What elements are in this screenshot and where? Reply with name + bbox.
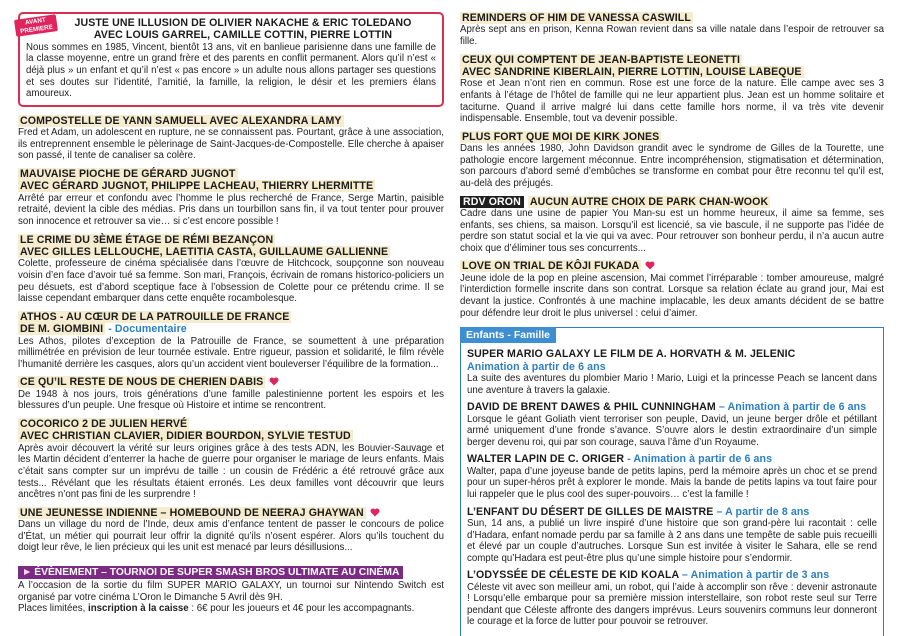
film-age: – Animation à partir de 3 ans (681, 569, 830, 582)
event-pricing-suffix: : 6€ pour les joueurs et 4€ pour les accompagnants. (188, 603, 415, 615)
film-age: – A partir de 8 ans (716, 505, 810, 518)
film-crime-3eme-etage (18, 234, 444, 305)
film-athos (18, 311, 444, 371)
film-compostelle (18, 115, 444, 162)
film-desc: Après sept ans en prison, Kenna Rowan revient dans sa ville natale dans l’espoir de retrouver sa fille. (460, 24, 884, 47)
event-pricing (18, 603, 444, 615)
film-cast: AVEC CHRISTIAN CLAVIER, DIDIER BOURDON, SYLVIE TESTUD (20, 430, 351, 443)
film-desc: Colette, professeure de cinéma spécialisée dans l’œuvre de Hitchcock, soupçonne son nouveau voisin d’en face d’avoir tué sa femme. Son mari, François, écrivain de romans historico-policiers un peu désuets, est d’abord sceptique face à l’obsession de Colette pour ce prétendu crime. Il se laisse cependant embarquer dans cette enquête rocambolesque. (18, 258, 444, 305)
film-ce-qu-il-reste (18, 376, 444, 412)
film-title: CE QU’IL RESTE DE NOUS DE CHERIEN DABIS (20, 376, 264, 389)
event-pricing-prefix: Places limitées, (18, 603, 88, 615)
film-cast: AVEC GÉRARD JUGNOT, PHILIPPE LACHEAU, THIERRY LHERMITTE (20, 180, 374, 193)
family-film-super-mario-galaxy (467, 348, 877, 396)
right-column (460, 12, 884, 636)
film-title: DAVID DE BRENT DAWES & PHIL CUNNINGHAM (467, 401, 716, 414)
heart-icon (645, 261, 655, 270)
film-age: Animation à partir de 6 ans (467, 360, 606, 373)
event-desc: A l’occasion de la sortie du film SUPER MARIO GALAXY, un tournoi sur Nintendo Switch est organisé par votre cinéma L’Oron le Dimanche 5 Avril dès 9H. (18, 579, 444, 603)
film-title: PLUS FORT QUE MOI DE KIRK JONES (462, 130, 660, 143)
event-title (18, 566, 403, 579)
left-column (18, 12, 444, 615)
film-desc: Arrêté par erreur et confondu avec l’homme le plus recherché de France, Serge Martin, paisible retraité, devient la cible des médias. Pris dans un tourbillon sans fin, il va tout tenter pour prouver son innocence et retrouver sa vie… si c’est encore possible ! (18, 192, 444, 227)
film-cast: AVEC SANDRINE KIBERLAIN, PIERRE LOTTIN, LOUISE LABEQUE (462, 66, 802, 78)
family-film-enfant-du-desert (467, 506, 877, 565)
film-love-on-trial (460, 260, 884, 319)
film-title: UNE JEUNESSE INDIENNE – HOMEBOUND DE NEERAJ GHAYWAN (20, 506, 364, 519)
film-desc: Dans un village du nord de l’Inde, deux amis d’enfance tentent de passer le concours de police d’État, un métier qui pourrait leur offrir la dignité qu’ils n’osent espérer. Alors qu’ils touchent du doigt leur rêve, le lien précieux qui les unit est menacé par leurs désillusions... (18, 519, 444, 554)
film-title: COMPOSTELLE DE YANN SAMUELL AVEC ALEXANDRA LAMY (20, 114, 342, 127)
film-title: LOVE ON TRIAL DE KÔJI FUKADA (462, 260, 640, 273)
film-title: L’ODYSSÉE DE CÉLESTE DE KID KOALA (467, 569, 679, 582)
film-title: COCORICO 2 DE JULIEN HERVÉ (20, 417, 188, 430)
film-desc: La suite des aventures du plombier Mario ! Mario, Luigi et la princesse Peach se lancent dans une aventure à travers la galaxie. (467, 372, 877, 396)
film-desc: Les Athos, pilotes d’exception de la Patrouille de France, se soumettent à une préparation millimétrée en prévision de leur tournée estivale. Entre rigueur, passion et solidarité, le film révèle l’humanité derrière les casques, alors qu’un accident vient bouleverser l’équilibre de la formation... (18, 335, 444, 370)
arrow-right-icon: ► (22, 566, 33, 578)
film-title: LE CRIME DU 3ÈME ÉTAGE DE RÉMI BEZANÇON (20, 233, 274, 246)
film-cast: AVEC GILLES LELLOUCHE, LAETITIA CASTA, GUILLAUME GALLIENNE (20, 245, 389, 258)
film-desc: Dans les années 1980, John Davidson grandit avec le syndrome de Gilles de la Tourette, une pathologie encore largement méconnue. Entre incompréhension, stigmatisation et détermination, son parcours d’abord semé d’embûches se transforme en combat pour être reconnu tel qu’il est, au-delà des préjugés. (460, 143, 884, 189)
film-age: – Animation à partir de 6 ans (718, 401, 867, 414)
film-desc: Après avoir découvert la vérité sur leurs origines grâce à des tests ADN, les Bouvier-Sauvage et les Martin décident d’enterrer la hache de guerre pour organiser le mariage de leurs enfants. Mais c’était sans compter sur un imprévu de taille : un cousin de Frédéric a été retrouvé grâce aux tests... Révélant que les résultats étaient erronés. Les deux familles vont découvrir que leurs ancêtres n’ont pas fini de les surprendre ! (18, 442, 444, 501)
event-tournament (18, 562, 444, 615)
family-film-walter-lapin (467, 453, 877, 500)
family-section-label: Enfants - Famille (460, 327, 556, 343)
avant-premiere-tag: AVANT PREMIERE (14, 14, 58, 37)
featured-film (18, 12, 444, 107)
heart-icon (269, 377, 279, 386)
film-title: AUCUN AUTRE CHOIX DE PARK CHAN-WOOK (529, 195, 769, 208)
film-title: ATHOS - AU CŒUR DE LA PATROUILLE DE FRANCE (20, 310, 290, 323)
film-title: SUPER MARIO GALAXY LE FILM DE A. HORVATH & M. JELENIC (467, 348, 796, 361)
film-plus-fort-que-moi (460, 131, 884, 190)
featured-desc: Nous sommes en 1985, Vincent, bientôt 13 ans, vit en banlieue parisienne dans une famille de la classe moyenne, entre un grand frère et des parents en conflit permanent. Alors qu’il n’est « déjà plus » un enfant et qu’il n’est « pas encore » un adulte nous allons partager ses questions et ses doutes sur l’identité, l’amitié, la famille, la religion, le désir et les premiers élans amoureux. (26, 41, 436, 100)
film-desc: Jeune idole de la pop en pleine ascension, Mai commet l’irréparable : tomber amoureuse, malgré l’interdiction formelle inscrite dans son contrat. Lorsque sa relation éclate au grand jour, Mai est devant la justice. Confrontés à une machine implacable, les deux amants décident de se battre pour défendre leur droit le plus universel : celui d’aimer. (460, 272, 884, 319)
film-desc: Rose et Jean n’ont rien en commun. Rose est une force de la nature. Elle campe avec ses 3 enfants à l’étage de l’hôtel de famille qui ne leur appartient plus. Jean est un homme solitaire et taciturne. Quand il arrive malgré lui dans cette famille hors norme, il va très vite devenir indispensable. Ensemble, tout va devenir possible. (460, 78, 884, 125)
film-desc: Sun, 14 ans, a publié un livre inspiré d’une histoire que son grand-père lui racontait : celle d’Hadara, enfant nomade perdu par sa famille à 2 ans dans une tempête de sable puis recueilli et élevé par un couple d’autruches. Lorsque Sun est invitée à visiter le Sahara, elle se rend compte qu’Hadara est peut-être plus qu’une simple histoire pour s’endormir. (467, 517, 877, 564)
rdv-oron-badge: RDV ORON (460, 196, 524, 208)
film-age: - Animation à partir de 6 ans (627, 453, 773, 466)
film-desc: De 1948 à nos jours, trois générations d’une famille palestinienne portent les espoirs et les blessures d’un peuple. Une fresque où Histoire et intime se rencontrent. (18, 388, 444, 412)
featured-title-line2: AVEC LOUIS GARREL, CAMILLE COTTIN, PIERRE LOTTIN (93, 29, 393, 42)
film-desc: Fred et Adam, un adolescent en rupture, ne se connaissent pas. Pourtant, grâce à une association, ils entreprennent ensemble le pèlerinage de Saint-Jacques-de-Compostelle. Elle cherche à apaiser son passé, il tente de canaliser sa colère. (18, 127, 444, 162)
film-mauvaise-pioche (18, 168, 444, 228)
film-une-jeunesse-indienne (18, 507, 444, 554)
event-pricing-bold: inscription à la caisse (88, 603, 189, 615)
film-title: REMINDERS OF HIM DE VANESSA CASWILL (462, 12, 691, 24)
featured-title-line1: JUSTE UNE ILLUSION DE OLIVIER NAKACHE & ERIC TOLEDANO (74, 17, 412, 29)
family-film-odyssee-de-celeste (467, 569, 877, 628)
film-title: L’ENFANT DU DÉSERT DE GILLES DE MAISTRE (467, 505, 714, 518)
heart-icon (370, 508, 380, 517)
film-desc: Cadre dans une usine de papier You Man-su est un homme heureux, il aime sa femme, ses enfants, ses chiens, sa maison. Lorsqu’il est licencié, sa vie bascule, il ne supporte pas l’idée de perdre son statut social et la vie qui va avec. Pour retrouver son bonheur perdu, il n’a aucun autre choix que d’éliminer tous ses concurrents... (460, 207, 884, 254)
film-aucun-autre-choix (460, 196, 884, 255)
film-genre: - Documentaire (108, 323, 187, 336)
event-title-text: ÉVÈNEMENT – TOURNOI DE SUPER SMASH BROS ULTIMATE AU CINÉMA (34, 566, 400, 578)
film-title: CEUX QUI COMPTENT DE JEAN-BAPTISTE LEONETTI (462, 53, 740, 66)
film-desc: Lorsque le géant Goliath vient terroriser son peuple, David, un jeune berger drôle et pétillant armé uniquement d’une fronde s’avance. S’ouvre alors le destin extraordinaire d’un simple berger devenu roi, qui par son courage, sauva l’âme d’un Royaume. (467, 413, 877, 448)
film-title: WALTER LAPIN DE C. ORIGER (467, 453, 625, 466)
film-director: DE M. GIOMBINI (20, 323, 104, 336)
film-ceux-qui-comptent (460, 54, 884, 125)
film-cocorico-2 (18, 418, 444, 501)
family-section (460, 327, 884, 636)
film-desc: Walter, papa d’une joyeuse bande de petits lapins, perd la mémoire après un choc et se prend pour un super-héros prêt à explorer le monde. Mais la bande de petits lapins va tout faire pour lui rappeler que le plus cool des super-pouvoirs… c’est la famille ! (467, 465, 877, 500)
family-film-david (467, 401, 877, 448)
film-title: MAUVAISE PIOCHE DE GÉRARD JUGNOT (20, 167, 236, 180)
film-desc: Céleste vit avec son meilleur ami, un robot, qui l’aide à accomplir son rêve : devenir astronaute ! Lorsqu’elle embarque pour sa première mission interstellaire, son robot reste seul sur Terre pendant que Céleste affronte des dangers imprévus. Leurs souvenirs communs leur donneront le courage et la force de lutter pour pouvoir se retrouver. (467, 581, 877, 628)
film-reminders-of-him (460, 12, 884, 48)
